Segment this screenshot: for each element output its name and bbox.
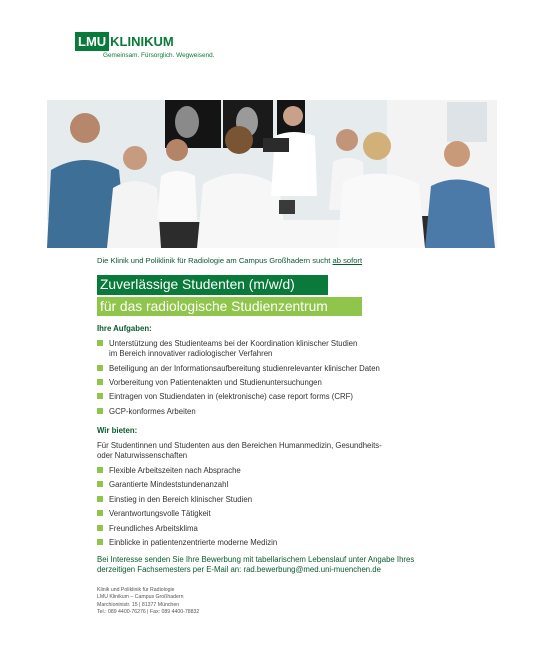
footer-line-4: Tel.: 089 4400-76276 | Fax: 089 4400-78832 (97, 609, 200, 616)
headline-line-1: Zuverlässige Studenten (m/w/d) (97, 275, 328, 295)
bullet-icon (97, 525, 103, 531)
offer-list-2 (97, 480, 228, 490)
task-item: Beteiligung an der Informationsaufbereitung studienrelevanter klinischer Daten (97, 364, 380, 374)
headline-line-2: für das radiologische Studienzentrum (97, 297, 362, 316)
bullet-icon (97, 467, 103, 473)
apply-text (97, 555, 477, 574)
logo-tagline: Gemeinsam. Fürsorglich. Wegweisend. (103, 52, 215, 59)
tasks-list-2 (97, 364, 380, 374)
tasks-list-4 (97, 392, 353, 402)
bullet-icon (97, 481, 103, 487)
team-photo-illustration (47, 100, 497, 248)
logo-box: LMU (75, 32, 109, 51)
task-item: Eintragen von Studiendaten in (elektronische) case report forms (CRF) (97, 392, 353, 402)
offer-intro-line-2: oder Naturwissenschaften (97, 450, 188, 460)
offer-item: Freundliches Arbeitsklima (97, 524, 198, 534)
task-item: Vorbereitung von Patientenakten und Studienuntersuchungen (97, 378, 322, 388)
footer-line-2: LMU Klinikum – Campus Großhadern (97, 594, 184, 601)
footer-line-3: Marchioninistr. 15 | 81377 München (97, 601, 180, 608)
bullet-icon (97, 408, 103, 414)
apply-line-2: derzeitigen Fachsemesters per E-Mail an: rad.bewerbung@med.uni-muenchen.de (97, 564, 381, 574)
offer-list-5 (97, 524, 198, 534)
tasks-title: Ihre Aufgaben: (97, 324, 152, 333)
task-item: GCP-konformes Arbeiten (97, 407, 196, 417)
offer-item: Einstieg in den Bereich klinischer Studien (97, 495, 252, 505)
bullet-icon (97, 340, 103, 346)
offer-item: Verantwortungsvolle Tätigkeit (97, 509, 211, 519)
bullet-icon (97, 379, 103, 385)
intro-main: Die Klinik und Poliklinik für Radiologie am Campus Großhadern sucht (97, 256, 333, 265)
intro-highlight: ab sofort (332, 256, 363, 265)
apply-line-1: Bei Interesse senden Sie Ihre Bewerbung mit tabellarischem Lebenslauf unter Angabe Ihres (97, 555, 415, 564)
offer-item: Flexible Arbeitszeiten nach Absprache (97, 466, 241, 476)
offer-list-3 (97, 495, 252, 505)
bullet-icon (97, 496, 103, 502)
offer-item: Einblicke in patientenzentrierte moderne Medizin (97, 538, 277, 548)
footer-address (97, 587, 199, 617)
tasks-list-5 (97, 407, 196, 417)
offer-list-4 (97, 509, 211, 519)
team-photo (47, 100, 497, 248)
offer-list-1 (97, 466, 241, 476)
task-item: Unterstützung des Studienteams bei der Koordination klinischer Studien (97, 339, 357, 349)
footer-line-1: Klinik und Poliklinik für Radiologie (97, 587, 175, 593)
task-item-continuation: im Bereich innovativer radiologischer Verfahren (109, 348, 273, 358)
offer-item: Garantierte Mindeststundenanzahl (97, 480, 228, 490)
bullet-icon (97, 365, 103, 371)
bullet-icon (97, 539, 103, 545)
offer-intro-line-1: Für Studentinnen und Studenten aus den Bereichen Humanmedizin, Gesundheits- (97, 441, 382, 450)
tasks-list-3 (97, 378, 322, 388)
bullet-icon (97, 393, 103, 399)
offer-list-6 (97, 538, 277, 548)
offer-title: Wir bieten: (97, 426, 138, 435)
intro-text (97, 256, 362, 265)
offer-intro (97, 441, 457, 460)
bullet-icon (97, 510, 103, 516)
lmu-klinikum-logo (75, 32, 215, 59)
tasks-list (97, 339, 357, 358)
logo-wordmark: KLINIKUM (110, 34, 174, 49)
